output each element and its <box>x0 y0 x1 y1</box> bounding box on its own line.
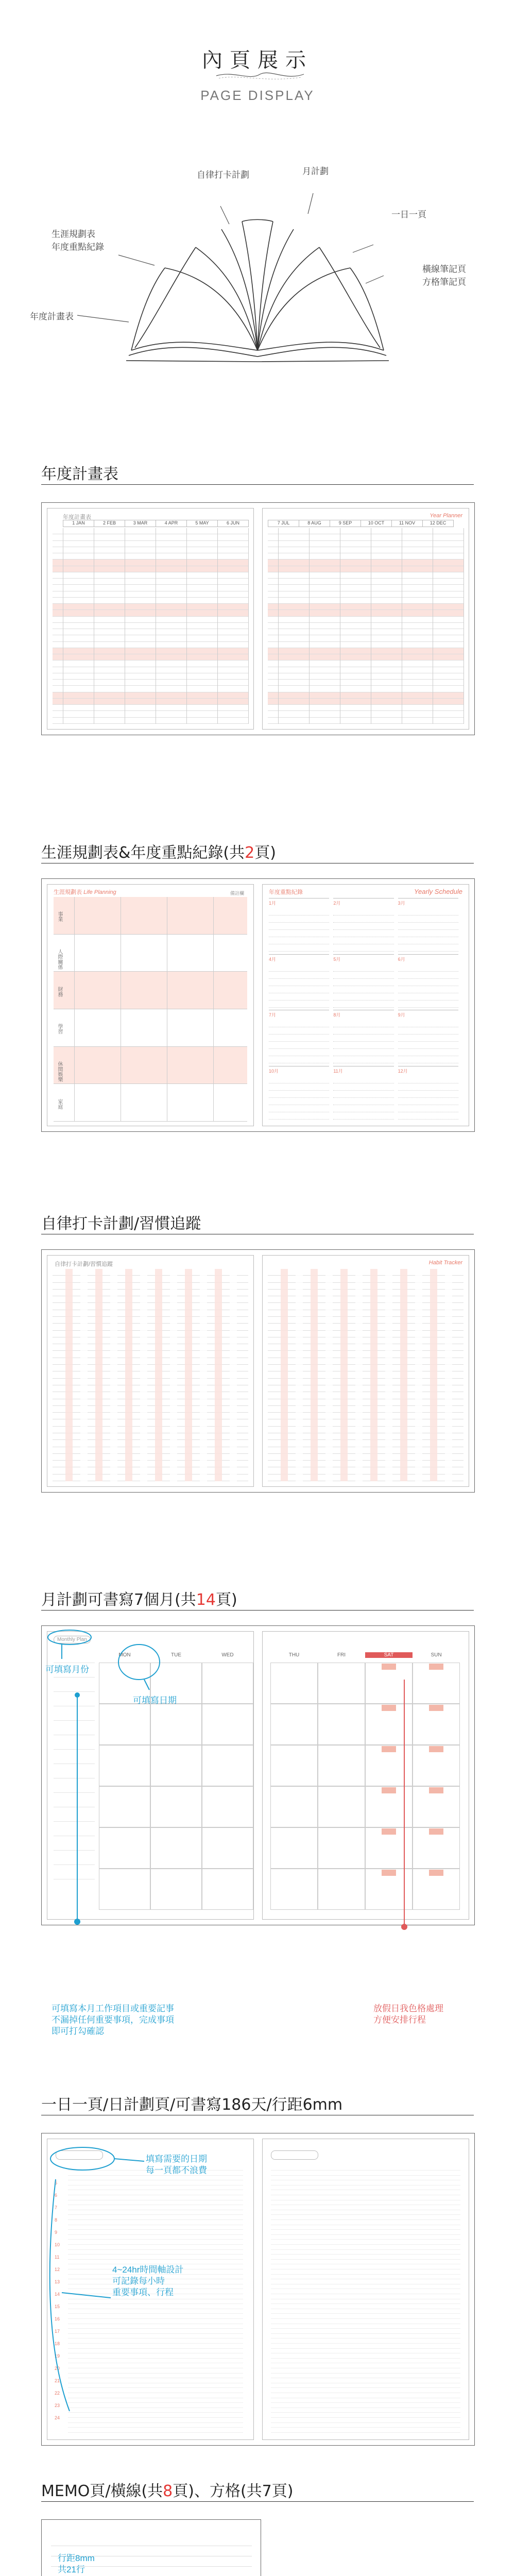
label-month-plan: 月計劃 <box>302 166 329 176</box>
habit-col <box>415 1269 422 1481</box>
grid-col <box>217 528 218 724</box>
hour-label: 14 <box>55 2292 60 2297</box>
grid-row <box>268 579 464 585</box>
month-header: 2 FEB <box>94 520 125 527</box>
schedule-line <box>333 986 393 993</box>
grid-row <box>53 617 248 623</box>
label-notes-grid: 方格筆記頁 <box>422 277 466 287</box>
habit-col <box>296 1269 303 1481</box>
hour-label: 22 <box>55 2391 60 2396</box>
life-plan-row <box>54 935 247 972</box>
life-plan-row-label: 人際關係 <box>57 948 62 970</box>
schedule-line <box>333 1105 393 1112</box>
grid-row <box>268 705 464 711</box>
life-plan-col <box>74 897 75 1122</box>
grid-row <box>53 680 248 686</box>
grid-row <box>268 541 464 547</box>
month-label: 2月 <box>333 901 341 906</box>
grid-col <box>278 528 279 724</box>
schedule-line <box>398 937 458 944</box>
grid-row <box>268 660 464 667</box>
schedule-line <box>398 908 458 916</box>
habit-col <box>400 1269 407 1481</box>
hour-label: 7 <box>55 2205 58 2210</box>
yearly-schedule-cell <box>333 898 393 952</box>
habit-col <box>140 1269 147 1481</box>
grid-col <box>309 528 310 724</box>
schedule-line <box>398 1020 458 1027</box>
grid-row <box>268 718 464 724</box>
schedule-line <box>269 972 329 979</box>
hour-label: 12 <box>55 2267 60 2272</box>
grid-row <box>268 667 464 673</box>
weekday-header: WED <box>221 1652 234 1658</box>
grid-row <box>53 648 248 654</box>
grid-row <box>268 547 464 553</box>
schedule-line <box>398 964 458 972</box>
yearly-schedule-cell <box>269 1066 329 1120</box>
schedule-line <box>333 979 393 986</box>
month-header: 5 MAY <box>186 520 218 527</box>
yearly-schedule-grid <box>269 898 462 1122</box>
life-plan-label-en: Life Planning <box>83 889 116 895</box>
hour-label: 20 <box>55 2366 60 2371</box>
grid-row <box>53 623 248 629</box>
habit-left-label: 自律打卡計劃/習慣追蹤 <box>55 1261 113 1267</box>
life-plan-row-label: 休閒娛樂 <box>57 1061 62 1082</box>
grid-row <box>53 692 248 699</box>
schedule-line <box>269 1027 329 1035</box>
schedule-line <box>333 1112 393 1120</box>
grid-row <box>268 604 464 610</box>
grid-row <box>53 699 248 705</box>
section-title-memo: MEMO頁/橫線(共8頁)、方格(共7頁) <box>41 2482 294 2500</box>
hour-label: 11 <box>55 2255 60 2260</box>
grid-row <box>53 547 248 553</box>
grid-row <box>53 598 248 604</box>
note-timeline: 4~24hr時間軸設計 可記錄每小時 重要事項、行程 <box>112 2265 184 2297</box>
schedule-line <box>269 1042 329 1049</box>
grid-row <box>53 585 248 591</box>
schedule-line <box>269 1112 329 1120</box>
grid-row <box>268 572 464 579</box>
note-holiday-color: 放假日我色格處理 方便安排行程 <box>373 2004 443 2025</box>
life-plan-col <box>213 897 214 1122</box>
grid-row <box>268 553 464 560</box>
label-notes-lines: 橫線筆記頁 <box>422 264 466 274</box>
schedule-line <box>398 930 458 937</box>
schedule-line <box>333 964 393 972</box>
month-header: 10 OCT <box>360 520 392 527</box>
month-label: 3月 <box>398 901 405 906</box>
yearly-schedule-cell <box>269 1010 329 1063</box>
hour-label: 9 <box>55 2230 58 2235</box>
habit-spread <box>41 1249 475 1493</box>
schedule-line <box>333 937 393 944</box>
schedule-line <box>269 1098 329 1105</box>
month-label: 4月 <box>269 956 277 962</box>
life-plan-row <box>54 1047 247 1084</box>
yearly-schedule-cell <box>398 1066 458 1120</box>
habit-col <box>325 1269 333 1481</box>
grid-row <box>268 534 464 540</box>
schedule-line <box>333 930 393 937</box>
life-plan-row <box>54 1009 247 1047</box>
section-divider <box>41 484 474 485</box>
schedule-line <box>269 979 329 986</box>
grid-row <box>268 629 464 635</box>
life-plan-row-label: 學習 <box>57 1024 62 1035</box>
yearly-schedule-cell <box>269 898 329 952</box>
grid-row <box>268 528 464 534</box>
hour-label: 21 <box>55 2378 60 2383</box>
grid-row <box>268 623 464 629</box>
schedule-line <box>269 1056 329 1063</box>
yearly-schedule-cell <box>333 1010 393 1063</box>
month-header-row <box>63 520 248 527</box>
habit-right-page <box>262 1255 469 1487</box>
note-fill-month: 可填寫月份 <box>45 1665 89 1674</box>
year-plan-grid <box>53 528 248 724</box>
habit-col <box>215 1269 222 1481</box>
section-title-life-plan: 生涯規劃表&年度重點紀錄(共2頁) <box>41 844 276 862</box>
hour-label: 23 <box>55 2403 60 2408</box>
habit-col <box>370 1269 377 1481</box>
grid-row <box>268 560 464 566</box>
section-divider <box>41 2501 474 2502</box>
grid-row <box>53 604 248 610</box>
habit-grid <box>268 1269 464 1481</box>
habit-col <box>65 1269 73 1481</box>
page-subtitle: PAGE DISPLAY <box>200 88 315 103</box>
schedule-line <box>333 1076 393 1083</box>
schedule-line <box>333 1056 393 1063</box>
schedule-line <box>398 944 458 952</box>
schedule-line <box>398 1098 458 1105</box>
schedule-line <box>269 986 329 993</box>
month-header: 3 MAR <box>125 520 156 527</box>
year-plan-left-label: 年度計畫表 <box>63 514 91 520</box>
schedule-line <box>398 1035 458 1042</box>
label-habit-plan: 自律打卡計劃 <box>197 170 249 180</box>
schedule-line <box>269 1035 329 1042</box>
schedule-line <box>398 1076 458 1083</box>
weekday-header: MON <box>118 1652 131 1658</box>
section-title-month: 月計劃可書寫7個月(共14頁) <box>41 1591 237 1609</box>
month-label: 7月 <box>269 1012 277 1018</box>
schedule-line <box>333 1098 393 1105</box>
grid-row <box>53 528 248 534</box>
section-divider <box>41 1610 474 1611</box>
schedule-line <box>333 1091 393 1098</box>
year-plan-right-page <box>262 508 469 730</box>
section-title-daily: 一日一頁/日計劃頁/可書寫186天/行距6mm <box>41 2096 343 2114</box>
habit-col <box>430 1269 437 1481</box>
year-plan-spread <box>41 502 475 735</box>
weekday-header: SUN <box>431 1652 442 1658</box>
year-plan-grid <box>268 528 464 724</box>
grid-row <box>268 642 464 648</box>
schedule-line <box>333 1035 393 1042</box>
grid-row <box>268 711 464 717</box>
schedule-line <box>269 993 329 1001</box>
grid-row <box>53 534 248 540</box>
schedule-line <box>398 1001 458 1008</box>
label-day-page: 一日一頁 <box>391 210 426 219</box>
month-header: 12 DEC <box>422 520 454 527</box>
grid-row <box>268 635 464 641</box>
note-fill-date: 可填寫日期 <box>133 1696 177 1705</box>
weekday-header: THU <box>288 1652 300 1658</box>
habit-col <box>200 1269 207 1481</box>
section-title-year-plan: 年度計畫表 <box>41 465 118 483</box>
grid-row <box>53 629 248 635</box>
hour-label: 19 <box>55 2353 60 2359</box>
month-header: 11 NOV <box>391 520 423 527</box>
schedule-line <box>398 1049 458 1056</box>
schedule-line <box>269 1083 329 1091</box>
month-label: 5月 <box>333 956 341 962</box>
schedule-line <box>398 1027 458 1035</box>
grid-row <box>53 553 248 560</box>
schedule-line <box>333 1027 393 1035</box>
month-label: 11月 <box>333 1068 343 1074</box>
grid-row <box>53 673 248 680</box>
grid-row <box>53 686 248 692</box>
life-plan-row <box>54 897 247 935</box>
year-plan-right-label: Year Planner <box>430 513 462 519</box>
grid-row <box>268 680 464 686</box>
habit-col <box>281 1269 288 1481</box>
habit-col <box>170 1269 177 1481</box>
grid-row <box>268 673 464 680</box>
habit-col <box>311 1269 318 1481</box>
label-year-record: 年度重點紀錄 <box>52 242 104 252</box>
yearly-schedule-cell <box>269 954 329 1008</box>
hour-label: 8 <box>55 2217 58 2223</box>
yearly-schedule-cell <box>398 954 458 1008</box>
grid-row <box>53 718 248 724</box>
schedule-line <box>333 1049 393 1056</box>
schedule-line <box>333 1001 393 1008</box>
month-label: 1月 <box>269 901 277 906</box>
month-header: 6 JUN <box>217 520 249 527</box>
schedule-line <box>333 908 393 916</box>
schedule-line <box>398 1056 458 1063</box>
hour-label: 17 <box>55 2329 60 2334</box>
habit-col <box>155 1269 162 1481</box>
month-header: 9 SEP <box>330 520 361 527</box>
month-header: 4 APR <box>156 520 187 527</box>
schedule-line <box>269 937 329 944</box>
schedule-line <box>398 1042 458 1049</box>
hour-label: 13 <box>55 2279 60 2284</box>
life-plan-row-label: 財務 <box>57 986 62 997</box>
schedule-line <box>269 1001 329 1008</box>
label-year-plan: 年度計畫表 <box>30 312 74 321</box>
habit-right-label: Habit Tracker <box>428 1260 462 1266</box>
habit-col <box>340 1269 348 1481</box>
year-plan-left-page <box>47 508 254 730</box>
life-plan-row-label: 家庭 <box>57 1098 62 1109</box>
grid-col <box>248 528 249 724</box>
schedule-line <box>398 1091 458 1098</box>
schedule-line <box>269 1105 329 1112</box>
schedule-line <box>333 944 393 952</box>
schedule-line <box>398 986 458 993</box>
month-header: 1 JAN <box>63 520 94 527</box>
schedule-line <box>398 1112 458 1120</box>
month-header: 7 JUL <box>268 520 299 527</box>
yearly-schedule-cell <box>333 1066 393 1120</box>
month-label: 12月 <box>398 1068 408 1074</box>
grid-row <box>53 667 248 673</box>
hour-label: 15 <box>55 2304 60 2309</box>
weekday-header: SAT <box>365 1652 413 1658</box>
month-label: 6月 <box>398 956 405 962</box>
daily-annotation-lines <box>41 2133 474 2447</box>
yearly-schedule-cell <box>398 1010 458 1063</box>
schedule-line <box>333 993 393 1001</box>
schedule-line <box>269 1020 329 1027</box>
schedule-line <box>269 944 329 952</box>
yearly-schedule-label-en: Yearly Schedule <box>414 888 462 895</box>
schedule-line <box>398 916 458 923</box>
schedule-line <box>269 923 329 930</box>
schedule-line <box>333 972 393 979</box>
schedule-line <box>333 916 393 923</box>
grid-row <box>268 686 464 692</box>
grid-row <box>53 711 248 717</box>
yearly-schedule-cell <box>398 898 458 952</box>
schedule-line <box>269 964 329 972</box>
life-plan-left-page <box>47 884 254 1126</box>
grid-row <box>268 648 464 654</box>
schedule-line <box>398 979 458 986</box>
habit-col <box>230 1269 237 1481</box>
schedule-line <box>333 1042 393 1049</box>
grid-row <box>268 654 464 660</box>
schedule-line <box>269 908 329 916</box>
habit-col <box>110 1269 117 1481</box>
habit-left-page <box>47 1255 254 1487</box>
life-plan-spread <box>41 878 475 1132</box>
life-plan-row <box>54 972 247 1009</box>
schedule-line <box>398 1083 458 1091</box>
grid-col <box>186 528 187 724</box>
grid-row <box>53 572 248 579</box>
grid-row <box>268 610 464 616</box>
life-plan-label: 生涯規劃表 <box>54 889 82 895</box>
section-title-habit: 自律打卡計劃/習慣追蹤 <box>41 1215 201 1233</box>
life-plan-row <box>54 1084 247 1122</box>
grid-row <box>268 692 464 699</box>
schedule-line <box>269 1091 329 1098</box>
grid-row <box>53 579 248 585</box>
grid-row <box>53 642 248 648</box>
weekday-header: TUE <box>171 1652 181 1658</box>
hour-label: 18 <box>55 2341 60 2346</box>
grid-row <box>268 617 464 623</box>
hour-label: 6 <box>55 2193 58 2198</box>
hour-label: 24 <box>55 2415 60 2420</box>
habit-col <box>385 1269 392 1481</box>
title-flourish-decoration <box>214 68 306 83</box>
schedule-line <box>333 1083 393 1091</box>
hour-label: 10 <box>55 2242 60 2247</box>
month-label: 8月 <box>333 1012 341 1018</box>
grid-row <box>53 660 248 667</box>
grid-row <box>268 591 464 598</box>
schedule-line <box>269 930 329 937</box>
hour-label: 16 <box>55 2316 60 2321</box>
schedule-line <box>398 993 458 1001</box>
schedule-line <box>333 1020 393 1027</box>
schedule-line <box>398 972 458 979</box>
habit-col <box>185 1269 192 1481</box>
note-fill-date-daily: 填寫需要的日期 每一頁都不浪費 <box>146 2154 207 2175</box>
grid-row <box>53 566 248 572</box>
habit-grid <box>53 1269 248 1481</box>
grid-row <box>268 699 464 705</box>
monthly-plan-label: Monthly Plan <box>54 1636 91 1643</box>
month-header-row <box>268 520 453 527</box>
schedule-line <box>398 1105 458 1112</box>
habit-col <box>355 1269 363 1481</box>
grid-row <box>53 654 248 660</box>
grid-row <box>268 598 464 604</box>
month-annotation-lines <box>41 1628 474 1937</box>
month-header: 8 AUG <box>299 520 330 527</box>
grid-row <box>268 585 464 591</box>
hour-label: 5 <box>55 2180 58 2185</box>
grid-row <box>53 541 248 547</box>
note-line-spacing: 行距8mm 共21行 <box>58 2553 95 2574</box>
schedule-line <box>269 1049 329 1056</box>
grid-row <box>53 560 248 566</box>
schedule-line <box>269 916 329 923</box>
month-label: 10月 <box>269 1068 279 1074</box>
grid-row <box>268 566 464 572</box>
habit-col <box>445 1269 452 1481</box>
label-life-plan: 生涯規劃表 <box>52 229 95 239</box>
habit-col <box>80 1269 88 1481</box>
weekday-header: FRI <box>337 1652 346 1658</box>
habit-col <box>125 1269 132 1481</box>
grid-row <box>53 610 248 616</box>
schedule-line <box>333 923 393 930</box>
schedule-line <box>398 923 458 930</box>
yearly-schedule-cell <box>333 954 393 1008</box>
life-plan-remark-header: 備註欄 <box>230 891 244 896</box>
yearly-schedule-page <box>262 884 469 1126</box>
grid-row <box>53 635 248 641</box>
habit-col <box>95 1269 102 1481</box>
yearly-schedule-label: 年度重點紀錄 <box>269 889 303 895</box>
month-label: 9月 <box>398 1012 405 1018</box>
grid-row <box>53 705 248 711</box>
note-monthly-tasks: 可填寫本月工作項目或重要記事 不漏掉任何重要事項，完成事項 即可打勾確認 <box>52 2004 174 2036</box>
life-plan-row-label: 事業 <box>57 911 62 922</box>
schedule-line <box>269 1076 329 1083</box>
grid-row <box>53 591 248 598</box>
page-title: 內頁展示 <box>202 48 313 72</box>
